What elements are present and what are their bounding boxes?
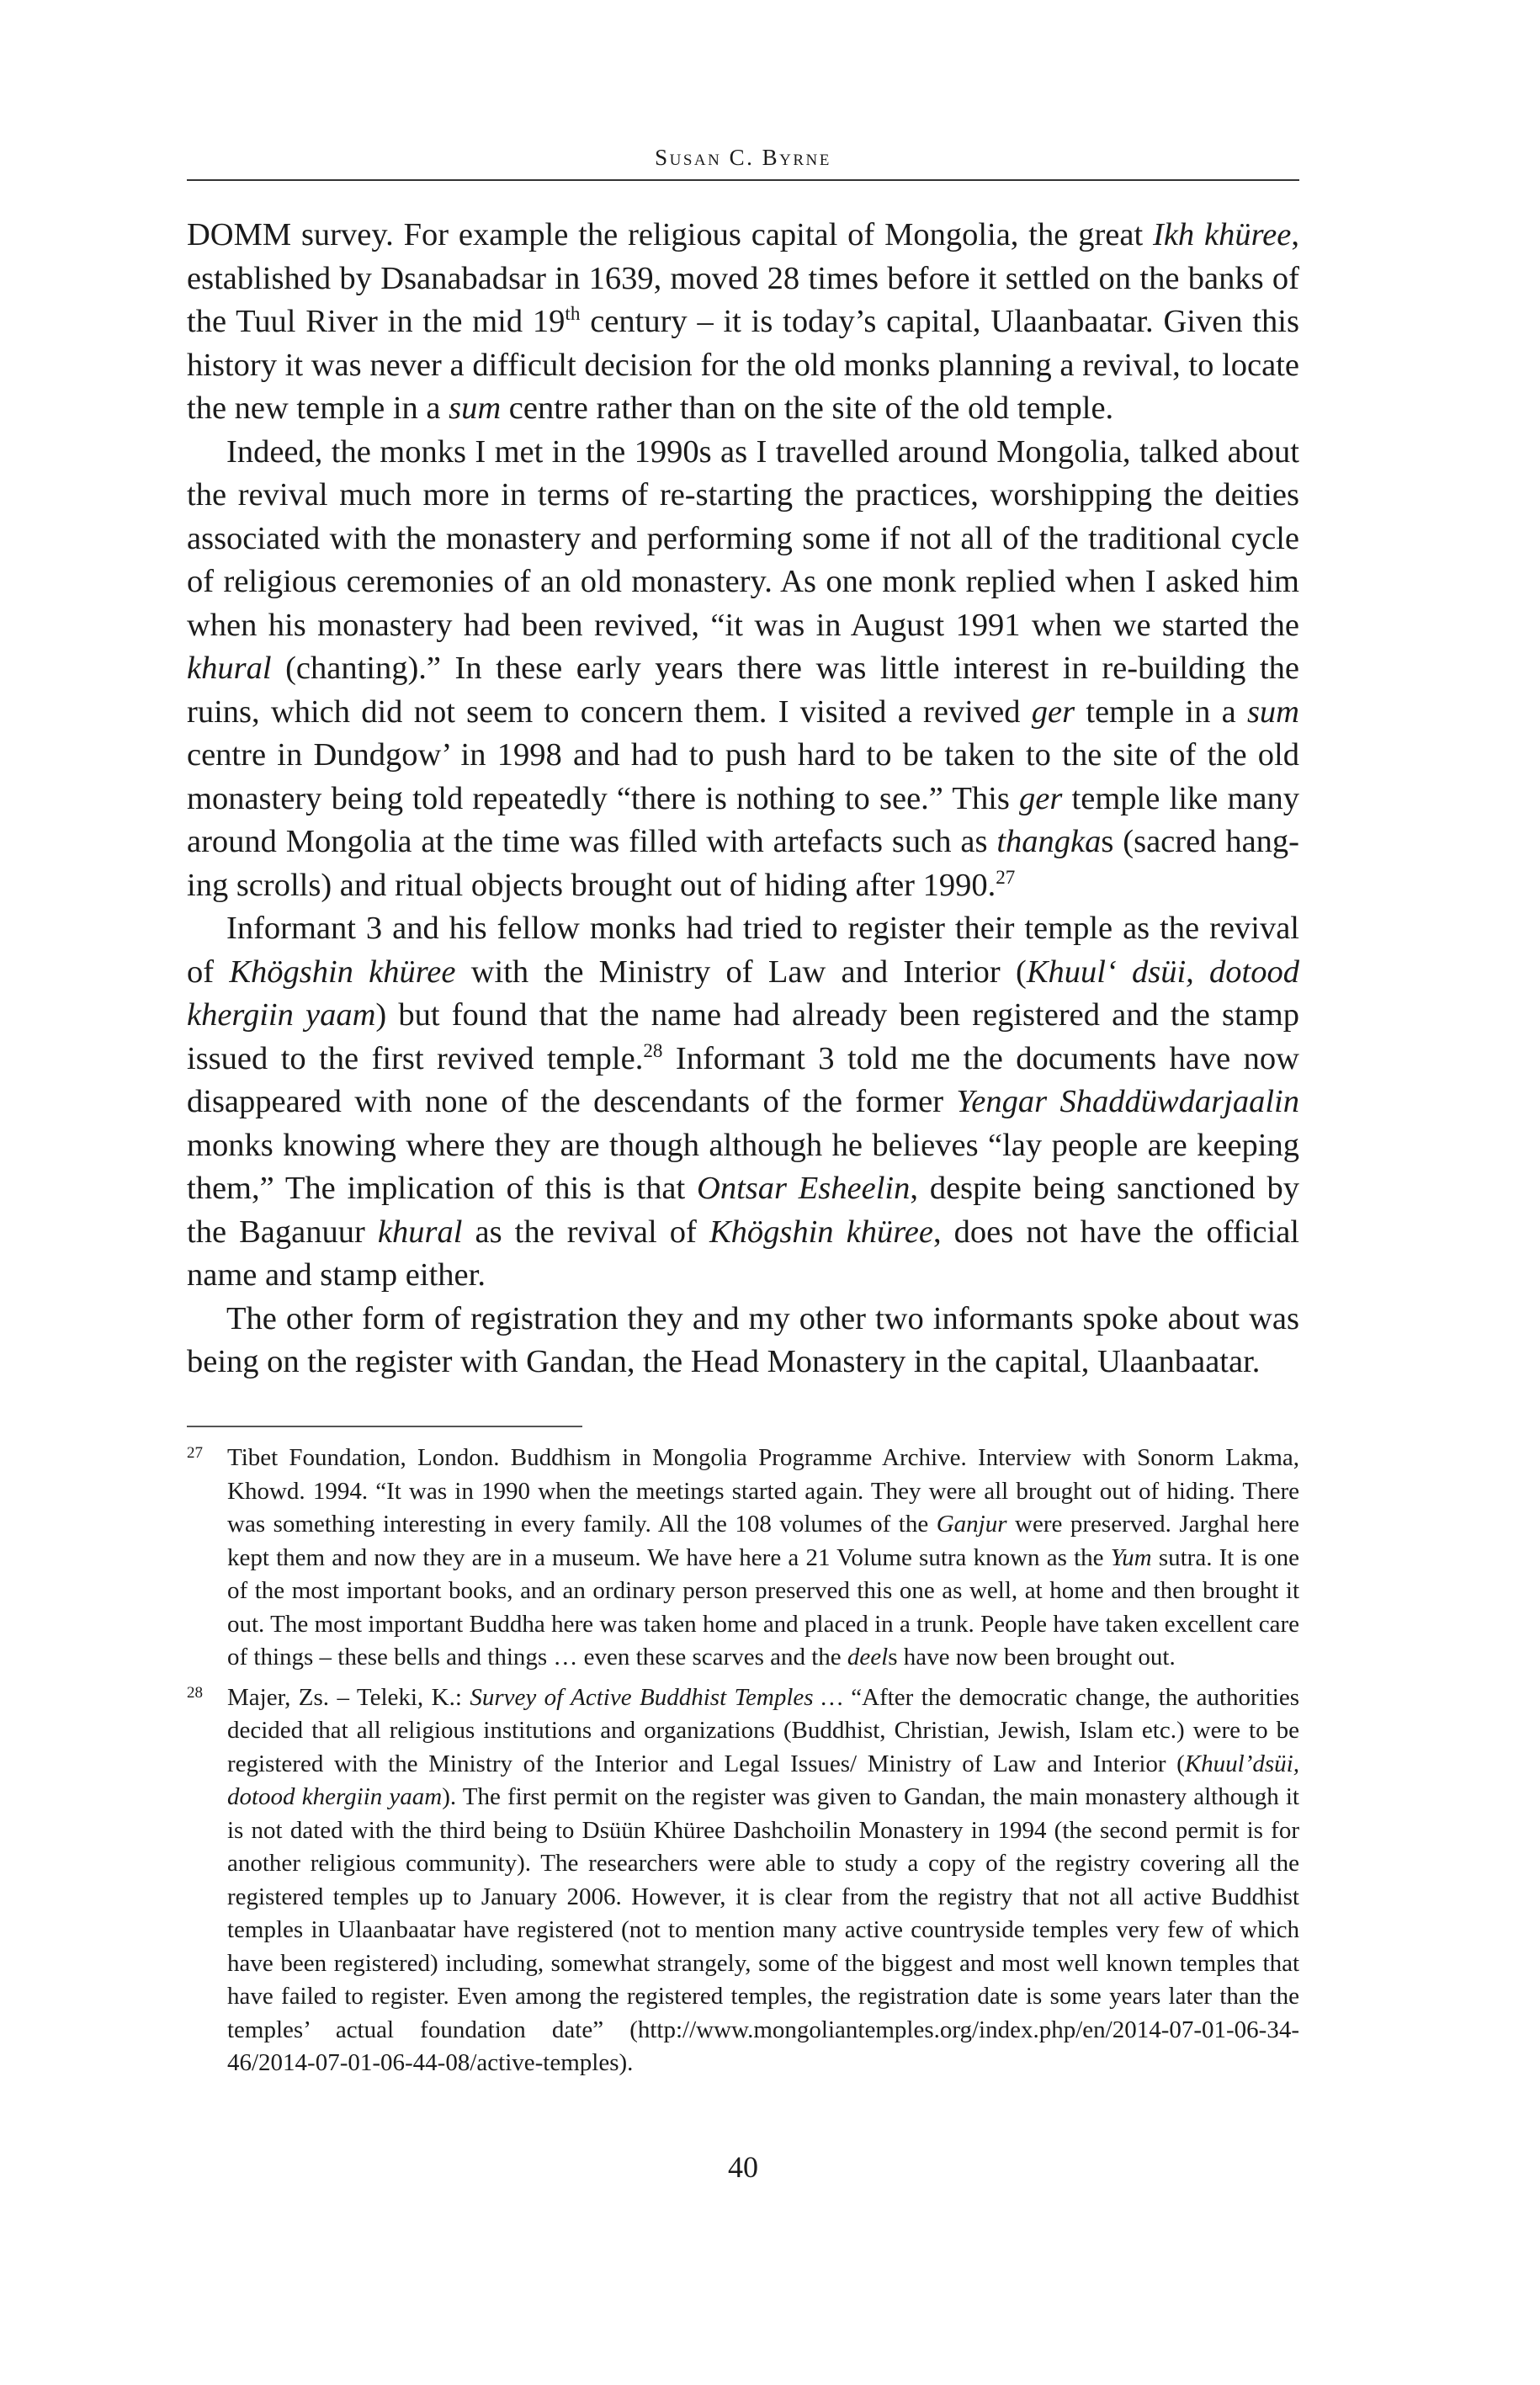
text: (chanting).” In these early years there was little interest in re-building the ruins, which did not seem to concern them. I visited a revived bbox=[187, 651, 1299, 730]
text: centre rather than on the site of the old temple. bbox=[501, 390, 1114, 426]
italic-term: Khögshin khüree bbox=[229, 953, 456, 990]
text: , established by Dsanabadsar in 1639, moved 28 times before it settled on the banks of the Tuul River in the mid 19 bbox=[187, 217, 1299, 339]
superscript: th bbox=[565, 302, 581, 325]
text: Informant 3 told me the documents have now disappeared with none of the descendants of the former bbox=[187, 1040, 1299, 1119]
paragraph-3 bbox=[187, 907, 1299, 1298]
page-number: 40 bbox=[728, 2150, 758, 2184]
text: s have now been brought out. bbox=[888, 1644, 1176, 1671]
footnote-ref-27[interactable]: 27 bbox=[996, 865, 1016, 888]
text: temple like many around Mongolia at the time was filled with artefacts such as bbox=[187, 780, 1299, 859]
italic-term: Ikh khüree bbox=[1153, 217, 1292, 252]
italic-term: Yengar Shaddüwdarjaalin bbox=[956, 1084, 1299, 1119]
italic-term: Khuul‘ dsüi, dotood khergiin yaam bbox=[187, 953, 1299, 1033]
text: ). The first permit on the register was given to Gandan, the main monastery although it is not dated with the third being to Dsüün Khüree Dashchoilin Monastery in 1994 (the second permit is for another religious community). The researchers were able to study a copy of the registry covering all the registered temples up to January 2006. However, it is clear from the registry that not all active Buddhist temples in Ulaanbaatar have registered (not to mention many active countryside temples very few of which have been registered) including, somewhat strangely, some of the biggest and most well known temples that have failed to register. Even among the registered temples, the registration date is some years later than the temples’ actual foundation date” (http://www.mongoliantemples.org/index.php/en/2014-07-01-06-34-46/2014-07-01-06-44-08/active-temples). bbox=[227, 1783, 1299, 2076]
text: The other form of registration they and my other two informants spoke about was being on the register with Gandan, the Head Monastery in the capital, Ulaanbaatar. bbox=[187, 1300, 1299, 1379]
footnote-rule bbox=[187, 1426, 582, 1427]
italic-title: Survey of Active Buddhist Temples … bbox=[470, 1683, 843, 1711]
text: were preserved. Jarghal here kept them and now they are in a museum. We have here a 21 Volume sutra known as the bbox=[227, 1511, 1299, 1571]
text: as the revival of bbox=[462, 1214, 709, 1250]
running-head: Susan C. Byrne bbox=[655, 145, 831, 170]
italic-term: Khuul’dsüi, dotood khergiin yaam bbox=[227, 1750, 1299, 1810]
italic-term: Yum bbox=[1110, 1543, 1152, 1571]
italic-term: Khögshin khüree bbox=[709, 1214, 933, 1250]
italic-term: thangka bbox=[996, 824, 1102, 859]
text: Majer, Zs. – Teleki, K.: bbox=[227, 1683, 470, 1711]
text: Indeed, the monks I met in the 1990s as I travelled around Mongolia, talked about the revival much more in terms of re-starting the practices, worshipping the deities associated with the monastery and performing some if not all of the traditional cycle of religious ceremonies of an old monastery. As one monk replied when I asked him when his monastery had been revived, “it was in August 1991 when we started the bbox=[187, 433, 1299, 643]
header-rule bbox=[187, 179, 1299, 181]
text: DOMM survey. For example the religious capital of Mongolia, the great bbox=[187, 217, 1154, 252]
italic-term: khural bbox=[377, 1214, 463, 1250]
text: centre in Dundgow’ in 1998 and had to push hard to be taken to the site of the old monastery being told repeatedly “there is nothing to see.” This bbox=[187, 737, 1299, 816]
footnote-28 bbox=[187, 1681, 1299, 2080]
italic-term: deel bbox=[847, 1644, 889, 1671]
italic-term: khural bbox=[187, 651, 272, 686]
text: sutra. It is one of the most important books, and an ordinary person preserved this one as well, at home and then brought it out. The most important Buddha here was taken home and placed in a trunk. People have taken excellent care of things – these bells and things … even these scarves and the bbox=[227, 1543, 1299, 1671]
footnotes bbox=[187, 1442, 1299, 2087]
italic-term: sum bbox=[449, 390, 502, 426]
italic-term: Ontsar Esheelin bbox=[697, 1171, 911, 1206]
footnote-number: 28 bbox=[187, 1683, 203, 1702]
italic-term: ger bbox=[1031, 693, 1075, 730]
body-text bbox=[187, 214, 1299, 1384]
text: Tibet Foundation, London. Buddhism in Mongolia Programme Archive. Interview with Sonorm Lakma, Khowd. 1994. “It was in 1990 when the meetings started again. They were all brought out of hiding. There was something interesting in every family. All the 108 volumes of the bbox=[227, 1444, 1299, 1538]
paragraph-1 bbox=[187, 214, 1299, 431]
text: temple in a bbox=[1075, 693, 1247, 730]
text: ) but found that the name had already been registered and the stamp issued to the first revived temple. bbox=[187, 997, 1299, 1076]
footnote-number: 27 bbox=[187, 1444, 203, 1462]
paragraph-4 bbox=[187, 1298, 1299, 1384]
italic-term: Ganjur bbox=[936, 1511, 1007, 1538]
text: Informant 3 and his fellow monks had tried to register their temple as the revival of bbox=[187, 911, 1299, 990]
text: “After the democratic change, the authorities decided that all religious institutions and organizations (Buddhist, Christian, Jewish, Islam etc.) were to be registered with the Ministry of the Interior and Legal Issues/ Ministry of Law and Interior ( bbox=[227, 1683, 1299, 1777]
text: monks knowing where they are though although he believes “lay people are keeping them,” The implication of this is that bbox=[187, 1127, 1299, 1206]
footnote-ref-28[interactable]: 28 bbox=[643, 1038, 663, 1061]
text: , despite being sanctioned by the Baganuur bbox=[187, 1171, 1299, 1250]
text: with the Ministry of Law and Interior ( bbox=[455, 953, 1027, 990]
paragraph-2 bbox=[187, 431, 1299, 908]
text: , does not have the official name and stamp either. bbox=[187, 1214, 1299, 1293]
text: century – it is today’s capital, Ulaanbaatar. Given this history it was never a difficult decision for the old monks planning a revival, to locate the new temple in a bbox=[187, 304, 1299, 426]
italic-term: sum bbox=[1246, 693, 1299, 730]
footnote-27 bbox=[187, 1442, 1299, 1675]
text: s (sacred hanging scrolls) and ritual objects brought out of hiding after 1990. bbox=[187, 824, 1299, 903]
italic-term: ger bbox=[1019, 780, 1063, 816]
